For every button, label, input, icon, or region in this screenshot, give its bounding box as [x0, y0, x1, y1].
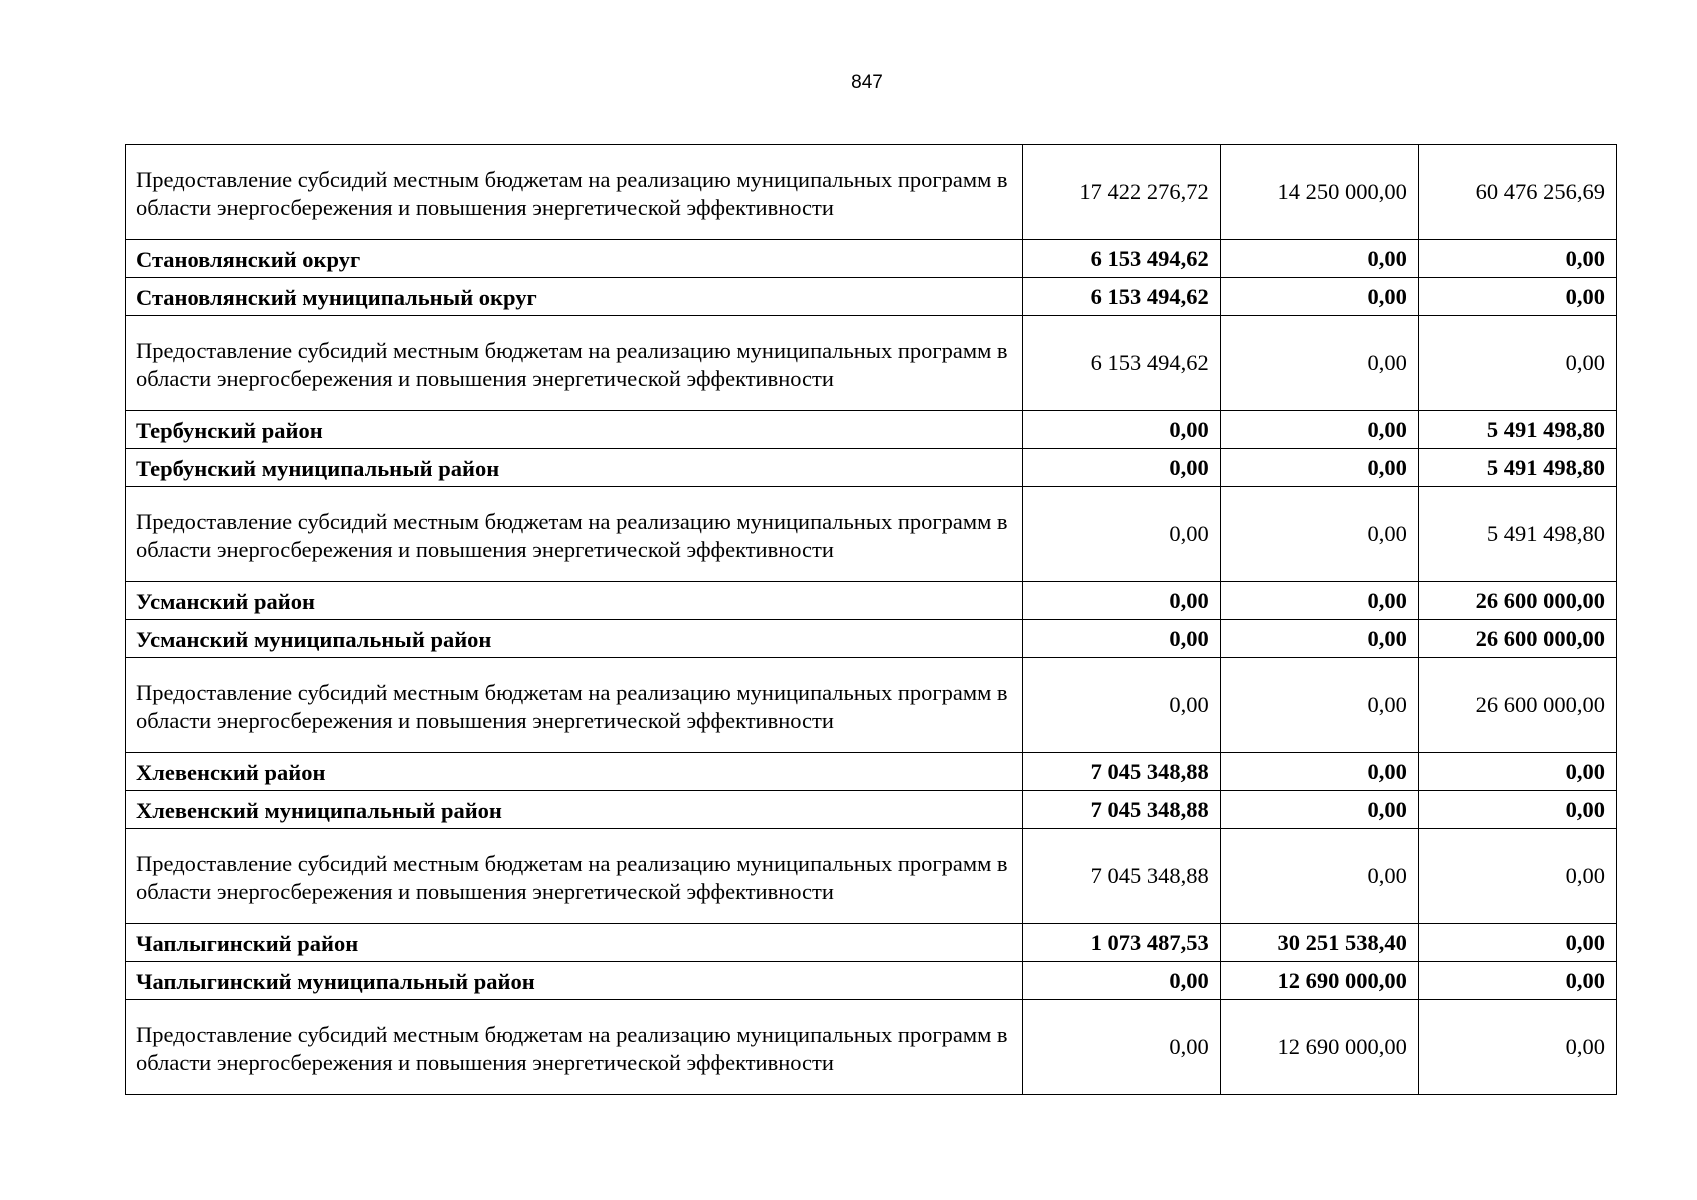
table-row	[126, 487, 1617, 582]
row-value-1-cell: 0,00	[1022, 411, 1220, 449]
row-name-cell: Усманский район	[126, 582, 1023, 620]
budget-table	[125, 144, 1617, 1095]
table-row-total	[126, 240, 1617, 278]
row-name-cell: Предоставление субсидий местным бюджетам на реализацию муниципальных программ в области энергосбережения и повышения энергетической эффективности	[126, 316, 1023, 411]
row-value-2-cell: 14 250 000,00	[1220, 145, 1418, 240]
table-row-total	[126, 924, 1617, 962]
row-value-1-cell: 6 153 494,62	[1022, 240, 1220, 278]
table-row-total	[126, 620, 1617, 658]
row-value-3-cell: 0,00	[1418, 829, 1616, 924]
row-name-cell: Хлевенский муниципальный район	[126, 791, 1023, 829]
row-value-3-cell: 5 491 498,80	[1418, 411, 1616, 449]
row-value-2-cell: 0,00	[1220, 829, 1418, 924]
row-name-cell: Предоставление субсидий местным бюджетам на реализацию муниципальных программ в области энергосбережения и повышения энергетической эффективности	[126, 829, 1023, 924]
row-name-cell: Предоставление субсидий местным бюджетам на реализацию муниципальных программ в области энергосбережения и повышения энергетической эффективности	[126, 1000, 1023, 1095]
row-value-1-cell: 0,00	[1022, 1000, 1220, 1095]
table-row-total	[126, 582, 1617, 620]
row-name-cell: Хлевенский район	[126, 753, 1023, 791]
row-value-2-cell: 0,00	[1220, 487, 1418, 582]
row-value-1-cell: 1 073 487,53	[1022, 924, 1220, 962]
row-value-2-cell: 0,00	[1220, 582, 1418, 620]
table-row-total	[126, 753, 1617, 791]
row-value-3-cell: 0,00	[1418, 924, 1616, 962]
table-row-total	[126, 278, 1617, 316]
row-value-3-cell: 5 491 498,80	[1418, 449, 1616, 487]
row-value-2-cell: 0,00	[1220, 449, 1418, 487]
row-value-2-cell: 12 690 000,00	[1220, 962, 1418, 1000]
table-row	[126, 145, 1617, 240]
row-value-2-cell: 0,00	[1220, 240, 1418, 278]
row-value-2-cell: 0,00	[1220, 278, 1418, 316]
row-value-1-cell: 0,00	[1022, 658, 1220, 753]
row-name-cell: Предоставление субсидий местным бюджетам на реализацию муниципальных программ в области энергосбережения и повышения энергетической эффективности	[126, 487, 1023, 582]
page-number: 847	[851, 72, 883, 93]
row-value-2-cell: 0,00	[1220, 658, 1418, 753]
table-row-total	[126, 962, 1617, 1000]
row-value-3-cell: 0,00	[1418, 278, 1616, 316]
row-value-3-cell: 0,00	[1418, 962, 1616, 1000]
row-value-2-cell: 12 690 000,00	[1220, 1000, 1418, 1095]
row-value-3-cell: 26 600 000,00	[1418, 658, 1616, 753]
row-name-cell: Становлянский муниципальный округ	[126, 278, 1023, 316]
row-value-1-cell: 0,00	[1022, 582, 1220, 620]
row-name-cell: Тербунский муниципальный район	[126, 449, 1023, 487]
row-value-1-cell: 0,00	[1022, 620, 1220, 658]
row-name-cell: Предоставление субсидий местным бюджетам на реализацию муниципальных программ в области энергосбережения и повышения энергетической эффективности	[126, 658, 1023, 753]
row-value-3-cell: 26 600 000,00	[1418, 620, 1616, 658]
row-value-1-cell: 6 153 494,62	[1022, 316, 1220, 411]
row-value-3-cell: 26 600 000,00	[1418, 582, 1616, 620]
row-name-cell: Усманский муниципальный район	[126, 620, 1023, 658]
row-value-1-cell: 7 045 348,88	[1022, 753, 1220, 791]
row-value-2-cell: 0,00	[1220, 791, 1418, 829]
row-value-1-cell: 17 422 276,72	[1022, 145, 1220, 240]
row-value-1-cell: 0,00	[1022, 487, 1220, 582]
table-body	[126, 145, 1617, 1095]
table-row	[126, 829, 1617, 924]
row-name-cell: Чаплыгинский район	[126, 924, 1023, 962]
row-value-3-cell: 0,00	[1418, 753, 1616, 791]
table-row	[126, 658, 1617, 753]
row-name-cell: Чаплыгинский муниципальный район	[126, 962, 1023, 1000]
row-value-3-cell: 0,00	[1418, 316, 1616, 411]
row-value-3-cell: 0,00	[1418, 240, 1616, 278]
row-value-1-cell: 7 045 348,88	[1022, 791, 1220, 829]
row-value-1-cell: 0,00	[1022, 449, 1220, 487]
table-row-total	[126, 791, 1617, 829]
row-value-3-cell: 0,00	[1418, 791, 1616, 829]
table-row	[126, 1000, 1617, 1095]
row-value-3-cell: 60 476 256,69	[1418, 145, 1616, 240]
row-value-1-cell: 6 153 494,62	[1022, 278, 1220, 316]
row-value-3-cell: 0,00	[1418, 1000, 1616, 1095]
row-value-2-cell: 0,00	[1220, 316, 1418, 411]
table-row-total	[126, 449, 1617, 487]
row-name-cell: Тербунский район	[126, 411, 1023, 449]
row-value-1-cell: 7 045 348,88	[1022, 829, 1220, 924]
row-value-2-cell: 0,00	[1220, 411, 1418, 449]
row-name-cell: Предоставление субсидий местным бюджетам на реализацию муниципальных программ в области энергосбережения и повышения энергетической эффективности	[126, 145, 1023, 240]
table-row	[126, 316, 1617, 411]
row-value-3-cell: 5 491 498,80	[1418, 487, 1616, 582]
table-row-total	[126, 411, 1617, 449]
row-name-cell: Становлянский округ	[126, 240, 1023, 278]
row-value-2-cell: 0,00	[1220, 620, 1418, 658]
row-value-2-cell: 0,00	[1220, 753, 1418, 791]
row-value-2-cell: 30 251 538,40	[1220, 924, 1418, 962]
row-value-1-cell: 0,00	[1022, 962, 1220, 1000]
